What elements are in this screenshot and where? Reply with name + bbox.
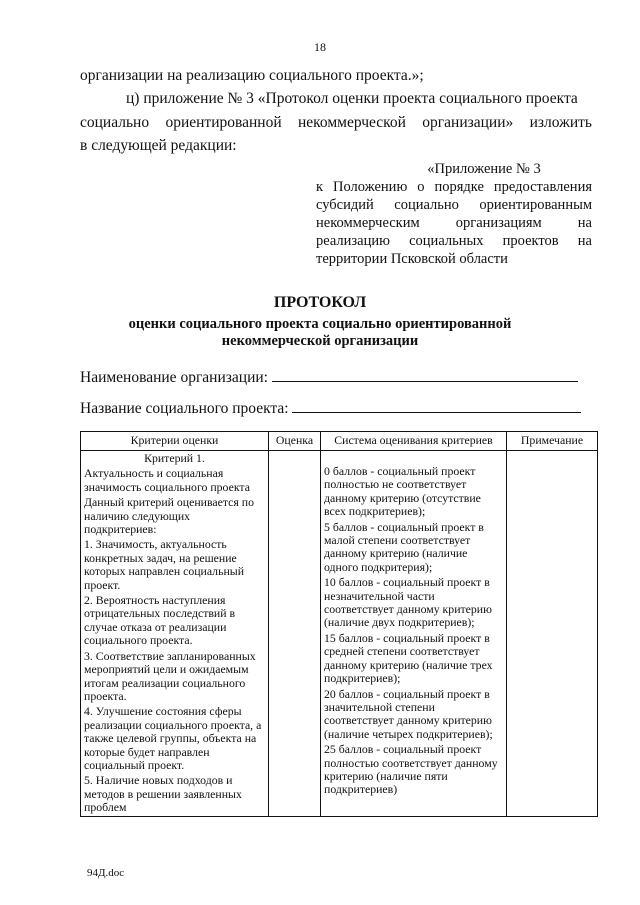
header-criteria: Критерии оценки [81,432,269,451]
footer-filename: 94Д.doc [87,867,125,879]
project-name-field [80,398,581,418]
protocol-title: ПРОТОКОЛ [273,294,367,311]
criterion-desc: Данный критерий оценивается по наличию следующих подкритериев: [84,495,254,537]
criteria-table [80,431,598,817]
page-number: 18 [314,40,326,54]
org-name-field [80,367,578,387]
criterion-title: Критерий 1. [144,451,205,465]
intro-line-1: организации на реализацию социального проекта.»; [80,67,424,84]
scoring-level: 0 баллов - социальный проект полностью не соответствует данному критерию (отсутствие всех подкритериев); [324,464,481,519]
appendix-line: к Положению о порядке предоставления [316,179,592,195]
subcriterion: 4. Улучшение состояния сферы реализации социального проекта, а также целевой группы, объекта на которые будет направлен социальный проект. [84,704,262,772]
table-header-row [81,432,598,451]
header-note: Примечание [507,432,598,451]
subcriterion: 1. Значимость, актуальность конкретных задач, на решение которых направлен социальный проект. [84,537,245,592]
score-cell[interactable] [269,451,321,817]
scoring-level: 15 баллов - социальный проект в средней степени соответствует данному критерию (наличие трех подкритериев); [324,630,493,686]
intro-line-2: ц) приложение № 3 «Протокол оценки проекта социального проекта [126,90,578,107]
subcriterion: 5. Наличие новых подходов и методов в решении заявленных проблем [84,773,242,815]
scoring-level: 25 баллов - социальный проект полностью соответствует данному критерию (наличие пяти подкритериев) [324,742,498,797]
header-system: Система оценивания критериев [321,432,507,451]
org-name-label: Наименование организации: [80,369,268,386]
appendix-header [316,160,592,268]
subcriterion: 3. Соответствие запланированных мероприятий цели и ожидаемым итогам реализации социального проекта. [84,648,256,703]
intro-line-3: социально ориентированной некоммерческой организации» изложить [80,114,592,131]
project-name-label: Название социального проекта: [80,400,289,417]
criterion-name: Актуальность и социальная значимость социального проекта [84,466,250,494]
appendix-title: «Приложение № 3 [427,161,541,177]
protocol-subtitle-1: оценки социального проекта социально ориентированной [128,316,512,332]
appendix-line: некоммерческим организациям на [316,215,592,231]
scoring-system-cell [321,451,507,817]
appendix-line: субсидий социально ориентированным [316,197,592,213]
scoring-level: 20 баллов - социальный проект в значительной степени соответствует данному критерию (наличие четырех подкритериев); [324,686,493,741]
appendix-line: реализацию социальных проектов на [316,233,592,249]
subcriterion: 2. Вероятность наступления отрицательных последствий в случае отказа от реализации социального проекта. [84,593,236,648]
protocol-subtitle-2: некоммерческой организации [221,333,419,349]
table-row [81,451,598,817]
appendix-line: территории Псковской области [316,251,508,267]
org-name-input-line[interactable] [272,367,578,382]
header-score: Оценка [269,432,321,451]
intro-line-4: в следующей редакции: [80,137,237,154]
scoring-level: 5 баллов - социальный проект в малой степени соответствует данному критерию (наличие одного подкритерия); [324,519,484,574]
scoring-level: 10 баллов - социальный проект в незначительной части соответствует данному критерию (наличие двух подкритериев); [324,575,492,630]
criteria-cell [81,451,269,817]
project-name-input-line[interactable] [292,398,581,413]
note-cell[interactable] [507,451,598,817]
